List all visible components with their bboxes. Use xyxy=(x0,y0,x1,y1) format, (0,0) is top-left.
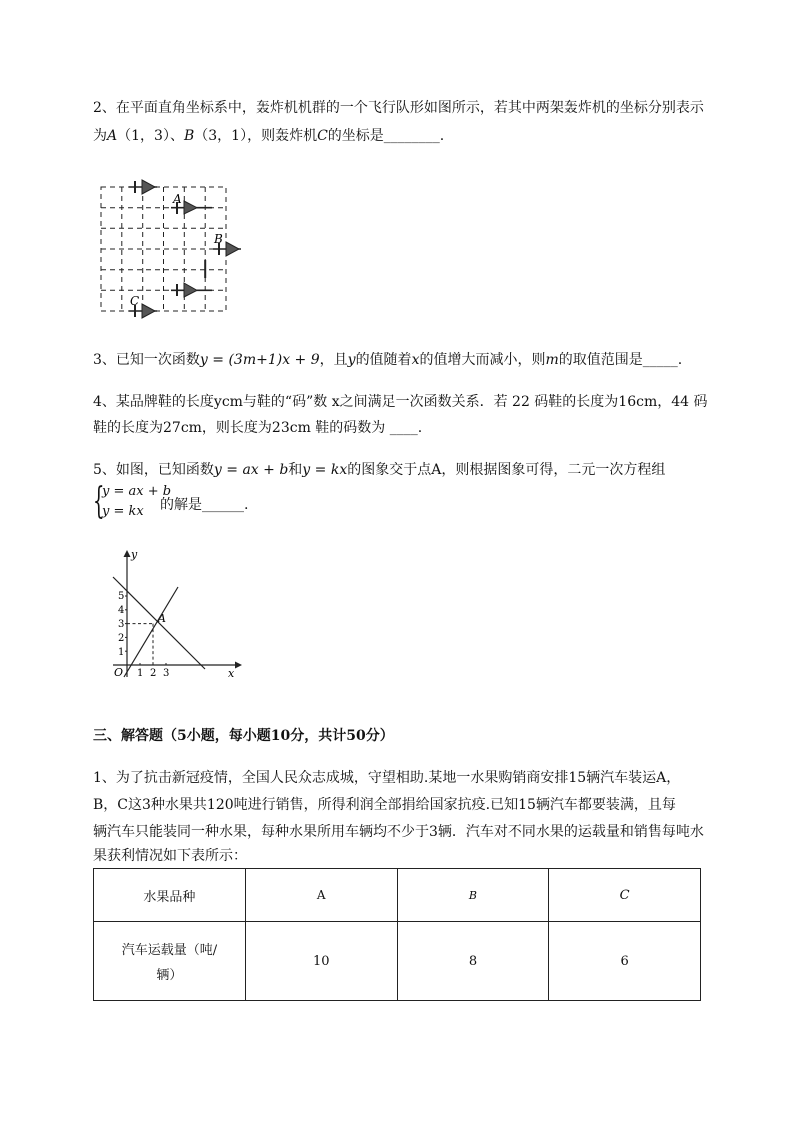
q5-answer-blank: 的解是______. xyxy=(160,497,249,513)
system-eq-2: y = kx xyxy=(102,504,144,519)
q4-line1: 4、某品牌鞋的长度ycm与鞋的“码”数 x之间满足一次函数关系．若 22 码鞋的长度为16cm，44 码 xyxy=(93,394,708,410)
grid-lines xyxy=(101,187,226,311)
table-cell: 水果品种 xyxy=(94,869,246,922)
q3-mid2: 的值随着 xyxy=(355,352,412,368)
row-label-line: 汽车运载量（吨/ xyxy=(121,943,218,958)
q2-text: 为 xyxy=(93,128,107,144)
x-axis-label: x xyxy=(228,667,235,680)
y-tick-label: 2 xyxy=(118,633,125,644)
p1-line1: 1、为了抗击新冠疫情，全国人民众志成城，守望相助.某地一水果购销商安排15辆汽车装运A， xyxy=(93,770,681,786)
q2-var-c: C xyxy=(317,128,328,144)
y-axis-arrow-icon xyxy=(124,550,131,557)
q3-line xyxy=(93,350,682,370)
q5-and: 和 xyxy=(288,462,303,478)
table-cell: 10 xyxy=(245,922,397,1001)
q3-tail: 的取值范围是_____. xyxy=(558,352,683,368)
q5-pre: 5、如图，已知函数 xyxy=(93,462,214,478)
plane-icon xyxy=(171,283,212,297)
q2-var-a: A xyxy=(107,128,118,144)
table-row xyxy=(94,922,701,1001)
q5-function-1: y = ax + b xyxy=(213,462,289,478)
table-cell: 8 xyxy=(397,922,549,1001)
y-axis-label: y xyxy=(131,548,138,561)
x-tick-label: 3 xyxy=(163,668,170,679)
q2-var-b: B xyxy=(183,128,195,144)
table-cell: 6 xyxy=(549,922,701,1001)
table-header-row xyxy=(94,869,701,922)
q3-var-m: m xyxy=(545,352,559,368)
grid-label-a: A xyxy=(173,192,182,206)
q3-mid3: 的值增大而减小，则 xyxy=(419,352,546,368)
grid-label-c: C xyxy=(130,294,140,308)
q2-line1: 2、在平面直角坐标系中，轰炸机机群的一个飞行队形如图所示，若其中两架轰炸机的坐标分别表示 xyxy=(93,100,704,116)
formation-grid-figure xyxy=(95,178,255,323)
system-brace: { xyxy=(93,481,105,522)
q5-tail: 的图象交于点A，则根据图象可得，二元一次方程组 xyxy=(347,462,666,478)
function-graph xyxy=(105,545,250,685)
x-tick-label: 1 xyxy=(137,668,144,679)
grid-label-b: B xyxy=(214,232,223,246)
intersection-label: A xyxy=(158,612,166,625)
q3-function: y = (3m+1)x + 9 xyxy=(199,352,320,368)
origin-label: O xyxy=(114,666,124,679)
q4-line2: 鞋的长度为27cm，则长度为23cm 鞋的码数为 ____. xyxy=(93,420,423,436)
y-tick-label: 1 xyxy=(118,647,125,658)
p1-line4: 果获利情况如下表所示： xyxy=(93,848,247,864)
y-tick-label: 3 xyxy=(118,619,125,630)
q2-line2 xyxy=(93,126,444,146)
x-axis-arrow-icon xyxy=(235,662,242,669)
q3-mid: ，且 xyxy=(319,352,348,368)
q2-coord-b: （3，1），则轰炸机 xyxy=(194,128,318,144)
y-tick-label: 5 xyxy=(118,591,125,602)
q2-tail: 的坐标是________. xyxy=(327,128,445,144)
q2-coord-a: （1，3）、 xyxy=(117,128,184,144)
p1-line3: 辆汽车只能装同一种水果，每种水果所用车辆均不少于3辆．汽车对不同水果的运载量和销售每吨水 xyxy=(93,824,704,840)
table-cell: B xyxy=(397,869,549,922)
plane-icon xyxy=(129,180,157,194)
table-cell: A xyxy=(245,869,397,922)
p1-line2: B，C这3种水果共120吨进行销售，所得利润全部捐给国家抗疫.已知15辆汽车都要装满，且每 xyxy=(93,797,676,813)
system-eq-1: y = ax + b xyxy=(102,484,172,499)
table-row-label xyxy=(94,922,246,1001)
q5-line1 xyxy=(93,460,665,480)
row-label-line: 辆） xyxy=(156,968,183,983)
q5-function-2: y = kx xyxy=(302,462,348,478)
q3-var-y: y xyxy=(347,352,356,368)
q3-var-x: x xyxy=(411,352,420,368)
fruit-table xyxy=(93,868,701,1001)
table-cell: C xyxy=(549,869,701,922)
y-tick-label: 4 xyxy=(118,605,125,616)
q3-pre: 3、已知一次函数 xyxy=(93,352,200,368)
section-heading: 三、解答题（5小题，每小题10分，共计50分） xyxy=(93,728,394,744)
line-kx xyxy=(124,587,178,677)
x-tick-label: 2 xyxy=(150,668,157,679)
